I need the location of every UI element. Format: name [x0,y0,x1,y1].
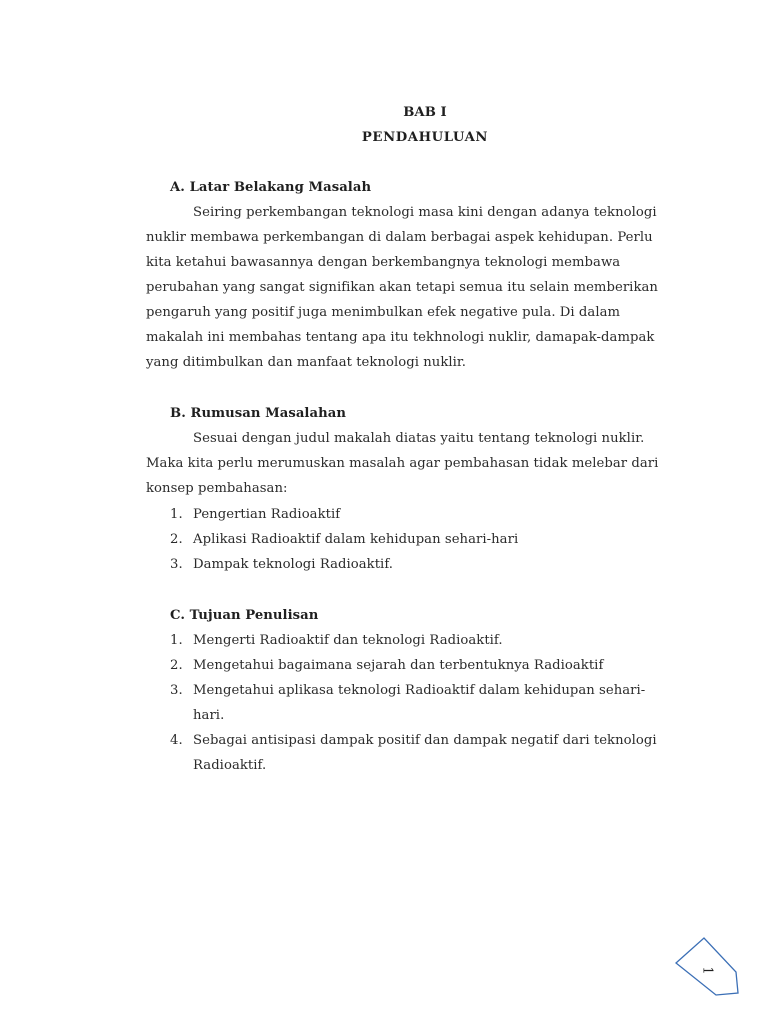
list-item-text: Aplikasi Radioaktif dalam kehidupan sehari-hari [193,532,519,547]
list-item-continuation: Radioaktif. [193,758,267,773]
list-item-number: 4. [170,733,183,748]
chapter-title: PENDAHULUAN [361,130,489,145]
page-number: 1 [699,966,715,975]
list-item-text: Sebagai antisipasi dampak positif dan dampak negatif dari teknologi [193,733,657,748]
section-a-line: kita ketahui bawasannya dengan berkembangnya teknologi membawa [146,255,621,270]
list-item-text: Mengetahui aplikasa teknologi Radioaktif dalam kehidupan sehari- [193,683,646,698]
section-a-line: yang ditimbulkan dan manfaat teknologi nuklir. [146,355,467,370]
list-item-text: Pengertian Radioaktif [193,507,341,522]
section-a-line: Seiring perkembangan teknologi masa kini dengan adanya teknologi [193,205,657,220]
list-item-text: Mengetahui bagaimana sejarah dan terbentuknya Radioaktif [193,658,604,673]
list-item-text: Mengerti Radioaktif dan teknologi Radioaktif. [193,633,503,648]
chapter-label: BAB I [403,105,447,120]
list-item-number: 2. [170,532,183,547]
section-c-heading: C. Tujuan Penulisan [170,608,319,623]
list-item-number: 3. [170,557,183,572]
list-item-number: 1. [170,633,183,648]
list-item-continuation: hari. [193,708,225,723]
section-a-line: makalah ini membahas tentang apa itu tekhnologi nuklir, damapak-dampak [146,330,655,345]
section-a-line: nuklir membawa perkembangan di dalam berbagai aspek kehidupan. Perlu [146,230,653,245]
list-item-number: 3. [170,683,183,698]
section-b-line: Sesuai dengan judul makalah diatas yaitu tentang teknologi nuklir. [193,431,645,446]
section-b-line: konsep pembahasan: [146,481,288,496]
list-item-number: 1. [170,507,183,522]
list-item-text: Dampak teknologi Radioaktif. [193,557,394,572]
list-item-number: 2. [170,658,183,673]
section-b-heading: B. Rumusan Masalahan [170,406,346,421]
section-a-line: pengaruh yang positif juga menimbulkan efek negative pula. Di dalam [146,305,621,320]
section-a-line: perubahan yang sangat signifikan akan tetapi semua itu selain memberikan [146,280,658,295]
section-b-line: Maka kita perlu merumuskan masalah agar pembahasan tidak melebar dari [146,456,659,471]
section-a-heading: A. Latar Belakang Masalah [170,180,372,195]
